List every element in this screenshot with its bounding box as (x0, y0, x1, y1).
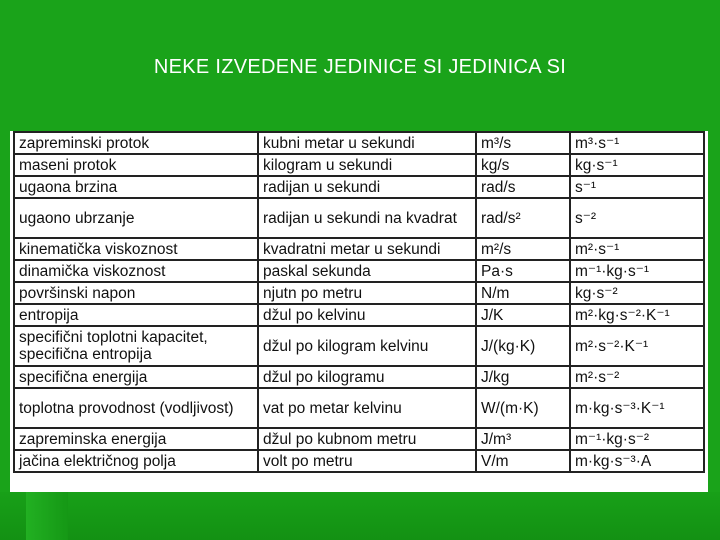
quantity-cell: površinski napon (14, 282, 258, 304)
si-base-cell: s⁻¹ (570, 176, 704, 198)
unit-name-cell: džul po kubnom metru (258, 428, 476, 450)
si-base-cell: m²·kg·s⁻²·K⁻¹ (570, 304, 704, 326)
unit-name-cell: džul po kelvinu (258, 304, 476, 326)
unit-symbol-cell: m³/s (476, 132, 570, 154)
unit-name-cell: kubni metar u sekundi (258, 132, 476, 154)
quantity-cell: toplotna provodnost (vodljivost) (14, 388, 258, 428)
si-base-cell: m²·s⁻² (570, 366, 704, 388)
unit-symbol-cell: N/m (476, 282, 570, 304)
unit-symbol-cell: rad/s (476, 176, 570, 198)
si-base-cell: kg·s⁻² (570, 282, 704, 304)
unit-name-cell: kilogram u sekundi (258, 154, 476, 176)
si-base-cell: m·kg·s⁻³·K⁻¹ (570, 388, 704, 428)
quantity-cell: zapreminski protok (14, 132, 258, 154)
quantity-cell: jačina električnog polja (14, 450, 258, 472)
unit-name-cell: radijan u sekundi na kvadrat (258, 198, 476, 238)
quantity-cell: dinamička viskoznost (14, 260, 258, 282)
si-base-cell: m²·s⁻²·K⁻¹ (570, 326, 704, 366)
bottom-band (0, 492, 720, 540)
table-row (14, 260, 704, 282)
unit-symbol-cell: J/kg (476, 366, 570, 388)
table-row (14, 304, 704, 326)
unit-name-cell: paskal sekunda (258, 260, 476, 282)
quantity-cell: specifični toplotni kapacitet, specifična entropija (14, 326, 258, 366)
table-row (14, 176, 704, 198)
quantity-cell: entropija (14, 304, 258, 326)
unit-symbol-cell: W/(m·K) (476, 388, 570, 428)
unit-symbol-cell: m²/s (476, 238, 570, 260)
table-row (14, 388, 704, 428)
unit-symbol-cell: V/m (476, 450, 570, 472)
unit-symbol-cell: J/(kg·K) (476, 326, 570, 366)
si-base-cell: m⁻¹·kg·s⁻¹ (570, 260, 704, 282)
quantity-cell: kinematička viskoznost (14, 238, 258, 260)
quantity-cell: maseni protok (14, 154, 258, 176)
unit-symbol-cell: Pa·s (476, 260, 570, 282)
units-table (13, 131, 705, 473)
quantity-cell: zapreminska energija (14, 428, 258, 450)
slide-title: NEKE IZVEDENE JEDINICE SI JEDINICA SI (153, 56, 567, 78)
unit-name-cell: njutn po metru (258, 282, 476, 304)
unit-name-cell: džul po kilogram kelvinu (258, 326, 476, 366)
si-base-cell: m²·s⁻¹ (570, 238, 704, 260)
units-table-panel (10, 131, 708, 492)
table-row (14, 326, 704, 366)
unit-symbol-cell: J/K (476, 304, 570, 326)
si-base-cell: m⁻¹·kg·s⁻² (570, 428, 704, 450)
si-base-cell: s⁻² (570, 198, 704, 238)
unit-name-cell: džul po kilogramu (258, 366, 476, 388)
table-row (14, 154, 704, 176)
unit-symbol-cell: J/m³ (476, 428, 570, 450)
unit-name-cell: vat po metar kelvinu (258, 388, 476, 428)
si-base-cell: kg·s⁻¹ (570, 154, 704, 176)
quantity-cell: ugaono ubrzanje (14, 198, 258, 238)
table-row (14, 450, 704, 472)
table-row (14, 238, 704, 260)
unit-symbol-cell: kg/s (476, 154, 570, 176)
si-base-cell: m·kg·s⁻³·A (570, 450, 704, 472)
table-row (14, 198, 704, 238)
quantity-cell: specifična energija (14, 366, 258, 388)
unit-symbol-cell: rad/s² (476, 198, 570, 238)
unit-name-cell: radijan u sekundi (258, 176, 476, 198)
quantity-cell: ugaona brzina (14, 176, 258, 198)
unit-name-cell: volt po metru (258, 450, 476, 472)
unit-name-cell: kvadratni metar u sekundi (258, 238, 476, 260)
table-row (14, 366, 704, 388)
si-base-cell: m³·s⁻¹ (570, 132, 704, 154)
table-row (14, 132, 704, 154)
decorative-stripe (26, 492, 68, 540)
table-row (14, 428, 704, 450)
table-row (14, 282, 704, 304)
